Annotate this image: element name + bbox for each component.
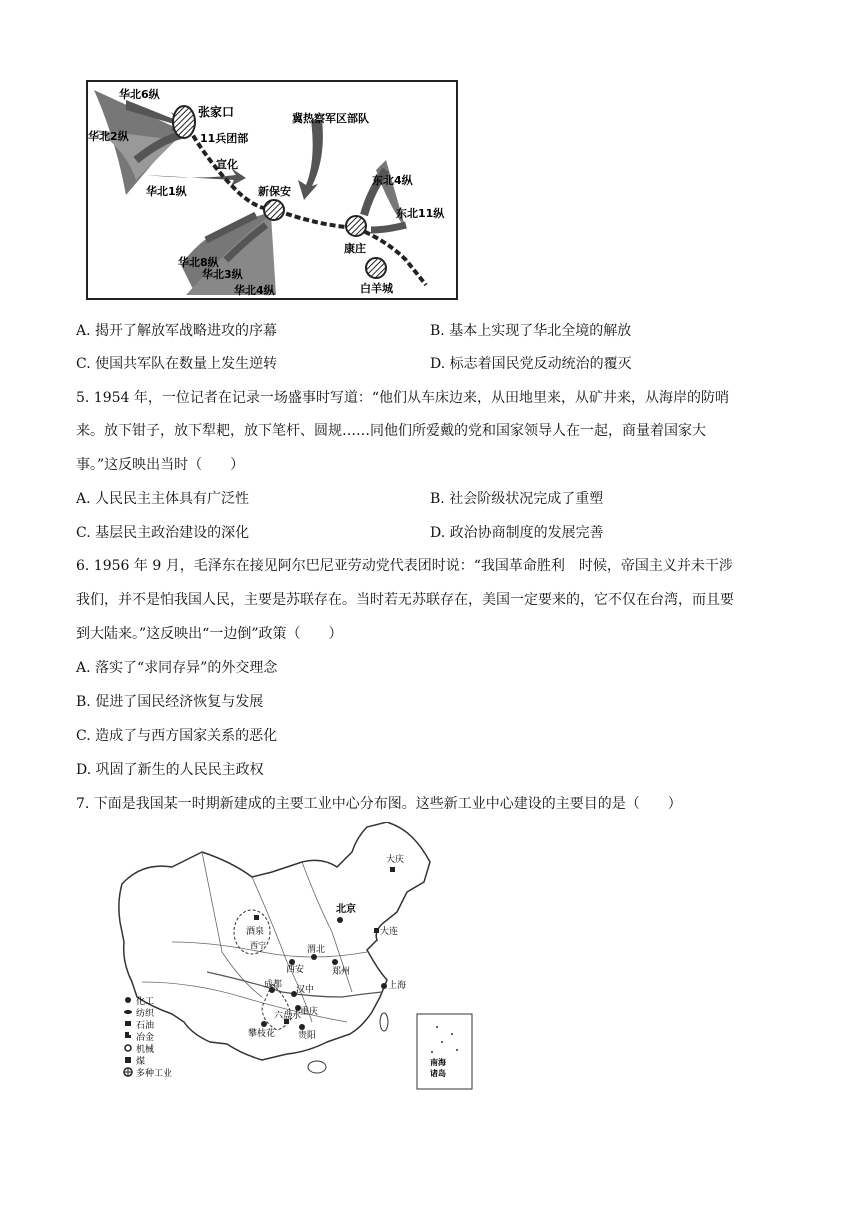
legend-chemical: 化工	[136, 997, 155, 1007]
city-dalian: 大连	[380, 927, 399, 937]
q4-option-d: D. 标志着国民党反动统治的覆灭	[430, 356, 632, 372]
q6-option-c: C. 造成了与西方国家关系的恶化	[76, 728, 278, 744]
city-guiyang: 贵阳	[298, 1031, 317, 1041]
label-huabei6: 华北6纵	[119, 88, 160, 101]
q5-option-d: D. 政治协商制度的发展完善	[430, 525, 604, 541]
industry-map	[112, 822, 477, 1092]
q5-stem-line3: 事。”这反映出当时（ ）	[76, 457, 245, 473]
q7-stem-line1: 7. 下面是我国某一时期新建成的主要工业中心分布图。这些新工业中心建设的主要目的是（ ）	[76, 796, 682, 812]
city-xining: 西宁	[250, 941, 266, 950]
city-hanzhong: 汉中	[296, 985, 315, 995]
kangzhuang-marker	[346, 216, 366, 236]
city-beijing: 北京	[336, 904, 356, 915]
label-kangzhuang: 康庄	[344, 242, 366, 255]
label-baiyangcheng: 白羊城	[360, 282, 393, 295]
city-zhengzhou: 郑州	[332, 967, 351, 977]
inset-label-1: 南海	[430, 1058, 446, 1067]
city-shanghai: 上海	[388, 981, 407, 991]
xinbaoan-marker	[264, 200, 284, 220]
q6-option-a: A. 落实了“求同存异”的外交理念	[76, 660, 278, 676]
legend-textile: 纺织	[136, 1009, 155, 1019]
label-bingtuan: 11兵团部	[200, 132, 249, 145]
label-dongbei4: 东北4纵	[372, 174, 413, 187]
legend-metallurgy: 冶金	[136, 1033, 155, 1043]
q5-option-c: C. 基层民主政治建设的深化	[76, 525, 250, 541]
q5-option-b: B. 社会阶级状况完成了重塑	[430, 491, 604, 507]
inset-label-2: 诸岛	[430, 1069, 446, 1078]
label-huabei2: 华北2纵	[88, 130, 129, 143]
label-huabei4: 华北4纵	[234, 284, 275, 297]
q6-option-b: B. 促进了国民经济恢复与发展	[76, 694, 264, 710]
label-xinbaoan: 新保安	[258, 185, 291, 198]
legend-machinery: 机械	[136, 1045, 155, 1055]
q5-option-a: A. 人民民主主体具有广泛性	[76, 491, 250, 507]
legend-petroleum: 石油	[136, 1021, 155, 1031]
q6-stem-line3: 到大陆来。”这反映出“一边倒”政策（ ）	[76, 626, 343, 642]
label-huabei1: 华北1纵	[146, 185, 187, 198]
label-xuanhua: 宣化	[216, 158, 238, 171]
legend-coal: 煤	[136, 1057, 146, 1067]
city-chengdu: 成都	[264, 980, 283, 990]
baiyangcheng-marker	[366, 258, 386, 278]
label-huabei8: 华北8纵	[178, 256, 219, 269]
city-daqing: 大庆	[386, 855, 405, 865]
q6-stem-line1: 6. 1956 年 9 月，毛泽东在接见阿尔巴尼亚劳动党代表团时说：“我国革命胜利 时候，帝国主义并未干涉	[76, 558, 733, 574]
battle-map	[86, 80, 458, 300]
q4-option-a: A. 揭开了解放军战略进攻的序幕	[76, 323, 278, 339]
city-panzhihua: 攀枝花	[248, 1029, 276, 1039]
q6-option-d: D. 巩固了新生的人民民主政权	[76, 762, 264, 778]
city-weibei: 渭北	[307, 945, 326, 955]
city-jiuquan: 酒泉	[246, 927, 265, 937]
q4-option-c: C. 使国共军队在数量上发生逆转	[76, 356, 278, 372]
label-jirecha: 冀热察军区部队	[292, 112, 369, 125]
label-zhangjiakou: 张家口	[198, 105, 235, 119]
label-dongbei11: 东北11纵	[396, 207, 445, 220]
q5-stem-line1: 5. 1954 年，一位记者在记录一场盛事时写道：“他们从车床边来，从田地里来，从矿井来，从海岸的防哨	[76, 390, 730, 406]
city-liupanshui: 六盘水	[274, 1011, 302, 1021]
legend-multi: 多种工业	[136, 1069, 173, 1079]
zhangjiakou-marker	[173, 106, 195, 138]
city-chongqing: 重庆	[300, 1007, 319, 1017]
label-huabei3: 华北3纵	[202, 268, 243, 281]
city-xian: 西安	[286, 965, 305, 975]
q6-stem-line2: 我们，并不是怕我国人民，主要是苏联存在。当时若无苏联存在，美国一定要来的，它不仅在台湾，而且要	[76, 592, 734, 608]
q4-option-b: B. 基本上实现了华北全境的解放	[430, 323, 632, 339]
q5-stem-line2: 来。放下钳子，放下犁耙，放下笔杆、圆规……同他们所爱戴的党和国家领导人在一起，商量着国家大	[76, 423, 706, 439]
